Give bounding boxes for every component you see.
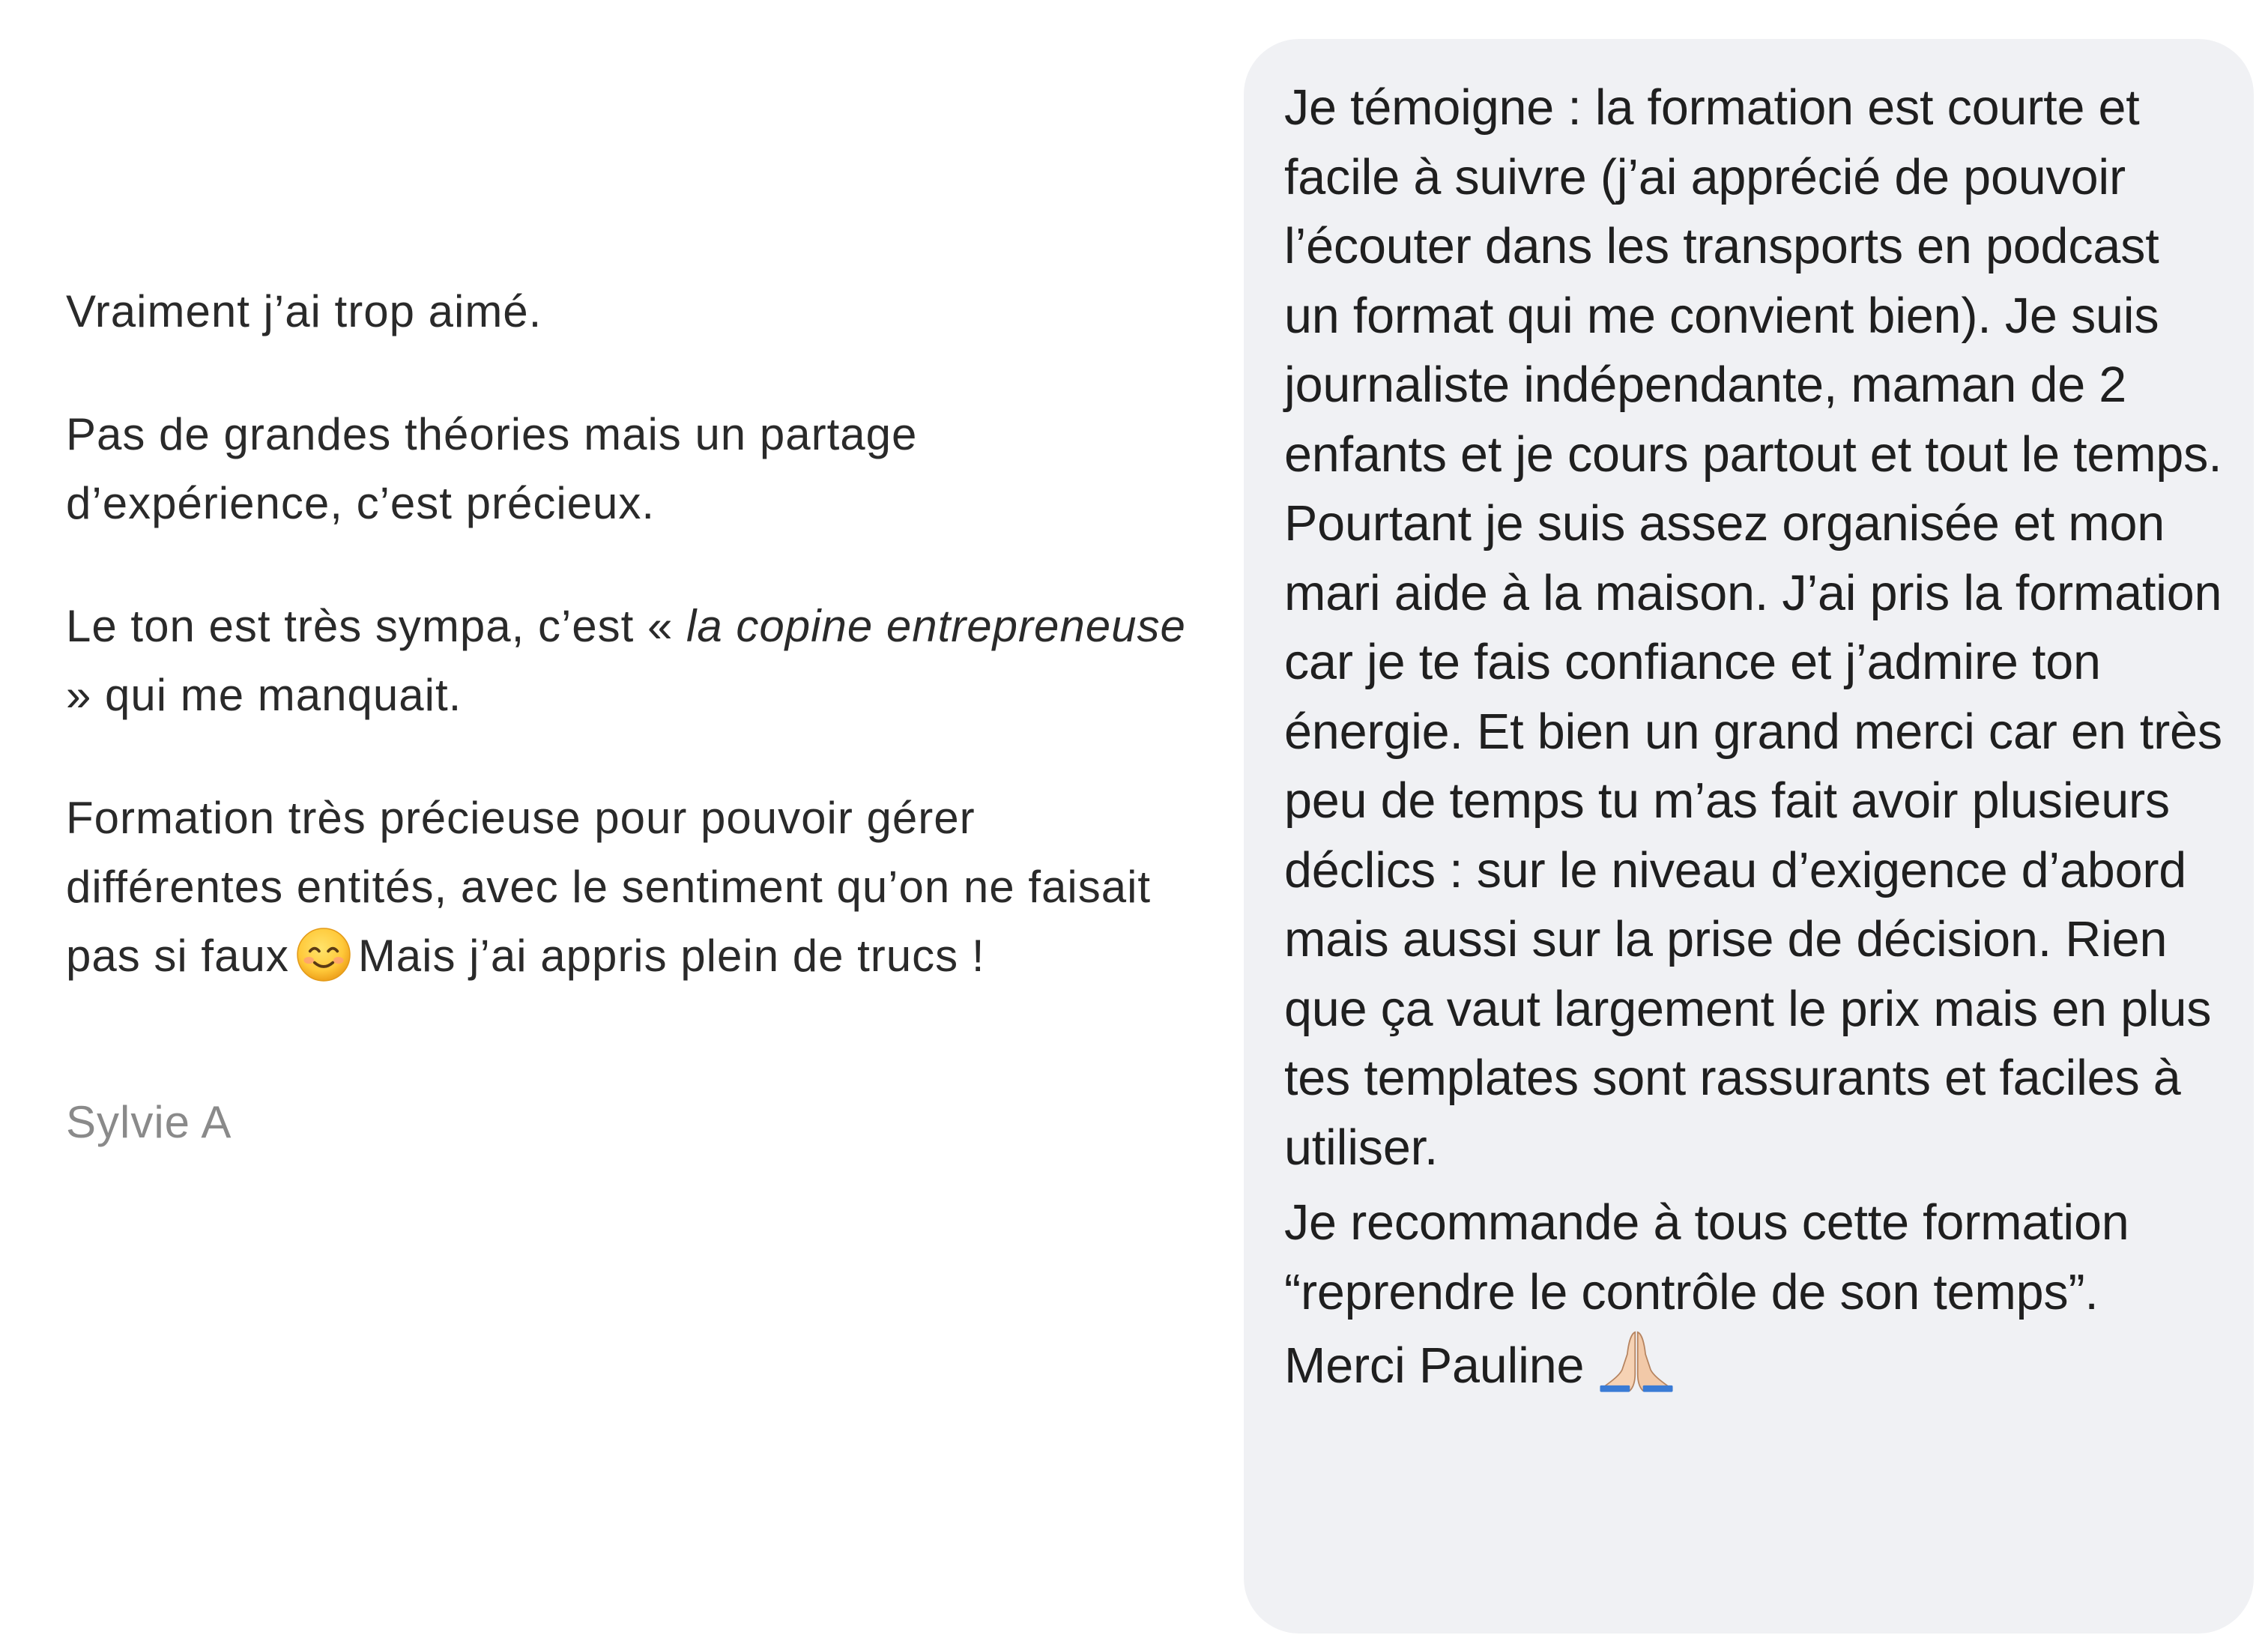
testimonial-line-3-end: » qui me manquait. <box>66 670 462 720</box>
testimonial-line-2: Pas de grandes théories mais un partage d’expérience, c’est précieux. <box>66 409 918 528</box>
message-bubble <box>1244 39 2254 1634</box>
testimonial-line-1: Vraiment j’ai trop aimé. <box>66 286 542 336</box>
message-paragraph-2 <box>1284 1188 2224 1401</box>
testimonial-author: Sylvie A <box>66 1097 232 1147</box>
message-paragraph-2-text: Je recommande à tous cette formation “reprendre le contrôle de son temps”. Merci Pauline <box>1284 1195 2129 1394</box>
testimonial-line-3-start: Le ton est très sympa, c’est « <box>66 601 687 651</box>
smiling-face-emoji-icon <box>295 926 352 983</box>
testimonial-line-4 <box>66 784 1190 991</box>
testimonial-line-3-italic: la copine entrepreneuse <box>686 601 1186 651</box>
testimonial-line-3 <box>66 592 1190 730</box>
testimonial-left <box>66 277 1190 1157</box>
testimonial-line-4-start: Formation très précieuse pour pouvoir gérer différentes entités, avec le sentiment qu’on ne faisait pas si faux <box>66 793 1152 981</box>
testimonial-line-4-end: Mais j’ai appris plein de trucs ! <box>357 931 985 981</box>
praying-hands-icon <box>1597 1327 1675 1394</box>
message-paragraph-1: Je témoigne : la formation est courte et facile à suivre (j’ai apprécié de pouvoir l’écouter dans les transports en podcast un format qui me convient bien). Je suis journaliste indépendante, maman de 2 enfants et je cours partout et tout le temps. Pourtant je suis assez organisée et mon mari aide à la maison. J’ai pris la formation car je te fais confiance et j’admire ton énergie. Et bien un grand merci car en très peu de temps tu m’as fait avoir plusieurs déclics : sur le niveau d’exigence d’abord mais aussi sur la prise de décision. Rien que ça vaut largement le prix mais en plus tes templates sont rassurants et faciles à utiliser. <box>1284 80 2222 1176</box>
